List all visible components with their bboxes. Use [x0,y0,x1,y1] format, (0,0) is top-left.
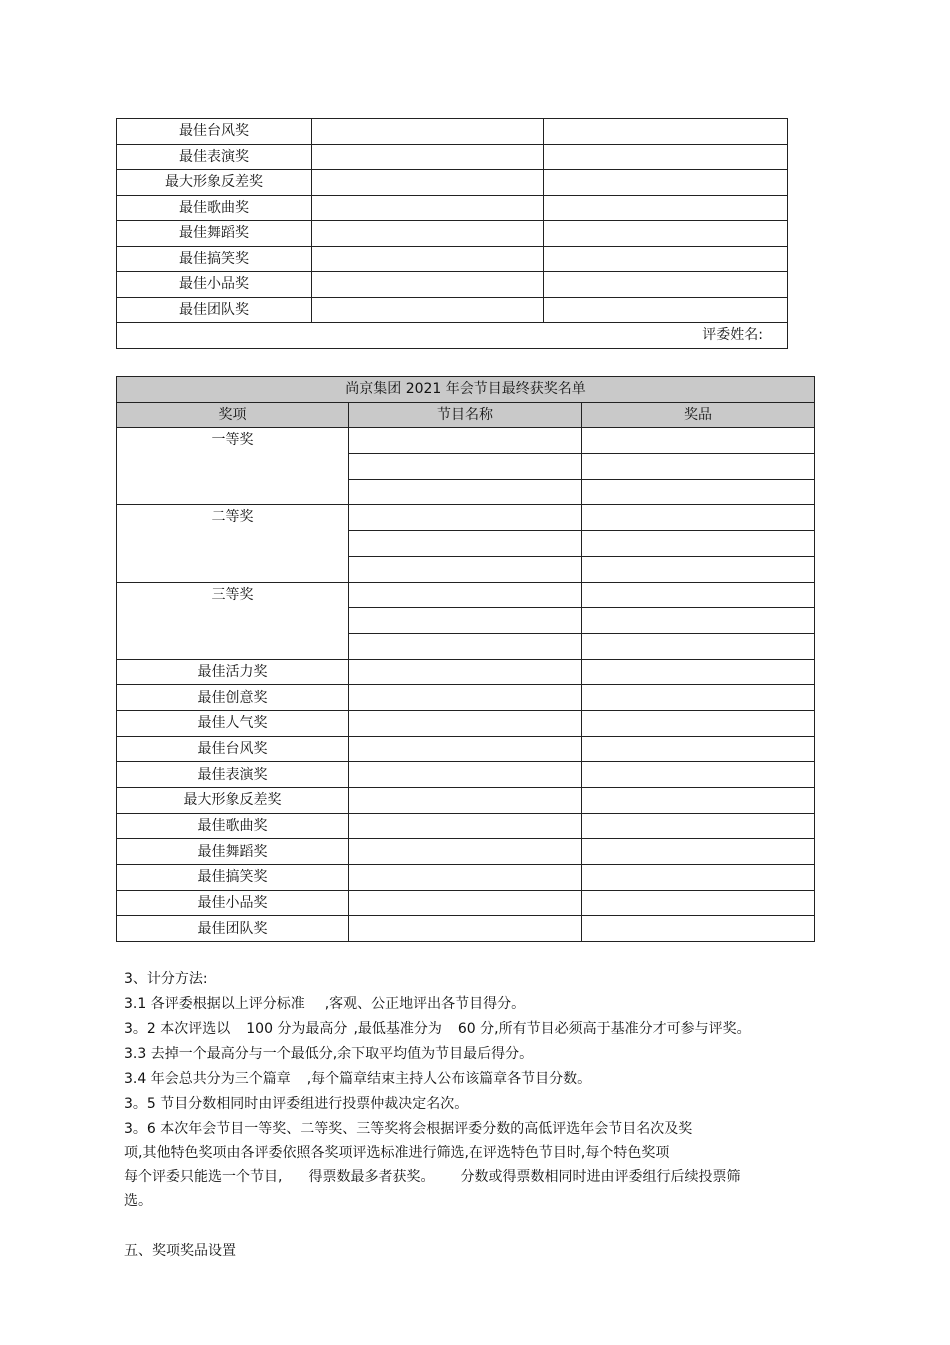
score-cell[interactable] [544,221,788,247]
prize-cell[interactable] [582,865,815,891]
prize-cell[interactable] [582,659,815,685]
prize-cell[interactable] [582,762,815,788]
award-name: 最佳团队奖 [117,916,349,942]
program-cell[interactable] [349,685,582,711]
prize-cell[interactable] [582,428,815,454]
program-cell[interactable] [349,608,582,634]
score-cell[interactable] [312,297,544,323]
table-row [117,788,815,814]
table-row [117,144,788,170]
score-cell[interactable] [544,272,788,298]
prize-cell[interactable] [582,916,815,942]
program-cell[interactable] [349,454,582,480]
scoring-rule-3-6-line3: 每个评委只能选一个节目, 得票数最多者获奖。 分数或得票数相同时进由评委组行后续投票筛 [124,1169,741,1185]
award-name: 最佳表演奖 [117,144,312,170]
prize-cell[interactable] [582,531,815,557]
table-row [117,582,815,608]
award-group-second: 二等奖 [117,505,349,582]
score-cell[interactable] [544,195,788,221]
table-row [117,297,788,323]
program-cell[interactable] [349,582,582,608]
award-name: 最佳台风奖 [117,736,349,762]
table-title: 尚京集团 2021 年会节目最终获奖名单 [117,377,815,403]
award-group-first: 一等奖 [117,428,349,505]
program-cell[interactable] [349,736,582,762]
program-cell[interactable] [349,839,582,865]
table-row [117,890,815,916]
table-header-row [117,402,815,428]
score-cell[interactable] [312,246,544,272]
score-cell[interactable] [312,144,544,170]
award-list-table [116,376,815,942]
award-name: 最佳歌曲奖 [117,195,312,221]
section-5-heading: 五、奖项奖品设置 [124,1243,236,1259]
award-name: 最佳活力奖 [117,659,349,685]
score-cell[interactable] [312,170,544,196]
column-header-prize: 奖品 [582,402,815,428]
table-row [117,839,815,865]
program-cell[interactable] [349,865,582,891]
award-name: 最佳舞蹈奖 [117,839,349,865]
score-cell[interactable] [312,195,544,221]
award-name: 最佳搞笑奖 [117,246,312,272]
table-row [117,865,815,891]
award-name: 最佳台风奖 [117,119,312,145]
prize-cell[interactable] [582,788,815,814]
award-name: 最佳歌曲奖 [117,813,349,839]
table-row [117,813,815,839]
award-group-third: 三等奖 [117,582,349,659]
prize-cell[interactable] [582,710,815,736]
scoring-heading: 3、计分方法: [124,971,208,987]
program-cell[interactable] [349,633,582,659]
table-row [117,736,815,762]
column-header-program: 节目名称 [349,402,582,428]
prize-cell[interactable] [582,633,815,659]
score-cell[interactable] [312,119,544,145]
table-row [117,221,788,247]
scoring-rule-3-6-line4: 选。 [124,1193,152,1209]
award-name: 最佳团队奖 [117,297,312,323]
table-row [117,659,815,685]
award-name: 最佳人气奖 [117,710,349,736]
table-row [117,195,788,221]
prize-cell[interactable] [582,556,815,582]
table-row [117,246,788,272]
signature-row [117,323,788,349]
prize-cell[interactable] [582,839,815,865]
program-cell[interactable] [349,813,582,839]
program-cell[interactable] [349,890,582,916]
judge-signature-label: 评委姓名: [117,323,788,349]
program-cell[interactable] [349,428,582,454]
score-cell[interactable] [544,246,788,272]
award-name: 最佳搞笑奖 [117,865,349,891]
program-cell[interactable] [349,788,582,814]
score-cell[interactable] [312,221,544,247]
program-cell[interactable] [349,916,582,942]
score-cell[interactable] [544,170,788,196]
score-cell[interactable] [544,297,788,323]
award-name: 最大形象反差奖 [117,170,312,196]
scoring-rule-3-6-line1: 3。6 本次年会节目一等奖、二等奖、三等奖将会根据评委分数的高低评选年会节目名次及奖 [124,1121,693,1137]
prize-cell[interactable] [582,505,815,531]
prize-cell[interactable] [582,582,815,608]
table-row [117,428,815,454]
prize-cell[interactable] [582,890,815,916]
table-row [117,916,815,942]
judge-score-table [116,118,788,349]
scoring-rule-3-2: 3。2 本次评选以 100 分为最高分 ,最低基准分为 60 分,所有节目必须高于基准分才可参与评奖。 [124,1021,751,1037]
prize-cell[interactable] [582,736,815,762]
prize-cell[interactable] [582,479,815,505]
scoring-rule-3-1: 3.1 各评委根据以上评分标准 ,客观、公正地评出各节目得分。 [124,996,526,1012]
column-header-award: 奖项 [117,402,349,428]
table-row [117,762,815,788]
scoring-rule-3-3: 3.3 去掉一个最高分与一个最低分,余下取平均值为节目最后得分。 [124,1046,534,1062]
program-cell[interactable] [349,659,582,685]
prize-cell[interactable] [582,454,815,480]
program-cell[interactable] [349,531,582,557]
table-row [117,272,788,298]
program-cell[interactable] [349,505,582,531]
table-title-row [117,377,815,403]
program-cell[interactable] [349,762,582,788]
table-row [117,710,815,736]
program-cell[interactable] [349,479,582,505]
scoring-rule-3-6-line2: 项,其他特色奖项由各评委依照各奖项评选标准进行筛选,在评选特色节目时,每个特色奖项 [124,1145,670,1161]
award-name: 最佳表演奖 [117,762,349,788]
score-cell[interactable] [312,272,544,298]
scoring-rule-3-4: 3.4 年会总共分为三个篇章 ,每个篇章结束主持人公布该篇章各节目分数。 [124,1071,592,1087]
table-row [117,119,788,145]
prize-cell[interactable] [582,608,815,634]
award-name: 最大形象反差奖 [117,788,349,814]
score-cell[interactable] [544,144,788,170]
table-row [117,505,815,531]
award-name: 最佳创意奖 [117,685,349,711]
prize-cell[interactable] [582,813,815,839]
award-name: 最佳小品奖 [117,272,312,298]
award-name: 最佳舞蹈奖 [117,221,312,247]
scoring-rule-3-5: 3。5 节目分数相同时由评委组进行投票仲裁决定名次。 [124,1096,469,1112]
table-row [117,685,815,711]
prize-cell[interactable] [582,685,815,711]
table-row [117,170,788,196]
program-cell[interactable] [349,556,582,582]
program-cell[interactable] [349,710,582,736]
award-name: 最佳小品奖 [117,890,349,916]
score-cell[interactable] [544,119,788,145]
